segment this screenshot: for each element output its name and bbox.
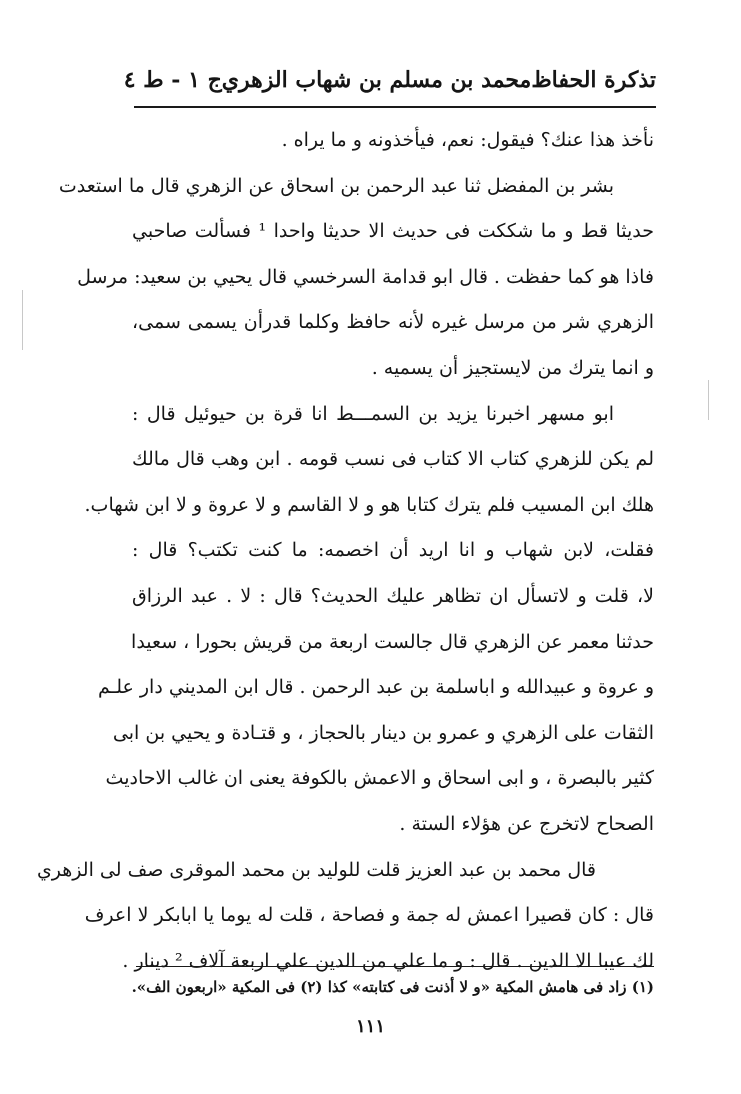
text-line: لا، قلت و لاتسأل ان تظاهر عليك الحديث؟ قال : لا . عبد الرزاق <box>132 584 654 607</box>
text-line: قال : كان قصيرا اعمش له جمة و فصاحة ، قلت له يوما يا ابابكر لا اعرف <box>84 904 654 927</box>
text-line: نأخذ هذا عنك؟ فيقول: نعم، فيأخذونه و ما يراه . <box>281 129 654 151</box>
scan-artifact-line <box>708 380 709 420</box>
header-rule <box>134 106 656 108</box>
text-line: الزهري شر من مرسل غيره لأنه حافظ وكلما قدرأن يسمى سمى، <box>132 311 654 334</box>
entry-title: محمد بن مسلم بن شهاب الزهري <box>221 67 532 93</box>
text-line: حديثا قط و ما شككت فى حديث الا حديثا واحدا ¹ فسألت صاحبي <box>132 220 654 243</box>
main-text <box>36 118 654 984</box>
text-line: الثقات على الزهري و عمرو بن دينار بالحجاز ، و قتـادة و يحيي بن ابى <box>112 721 654 744</box>
text-line: لك عيبا الا الدين . قال : و ما علي من الدين علي اربعة آلاف ² دينار . <box>122 949 654 972</box>
text-line: كثير بالبصرة ، و ابى اسحاق و الاعمش بالكوفة يعنى ان غالب الاحاديث <box>105 767 654 790</box>
text-line: ابو مسهر اخبرنا يزيد بن السمـــط انا قرة بن حيوئيل قال : <box>132 402 614 425</box>
text-line: فقلت، لابن شهاب و انا اريد أن اخصمه: ما كنت تكتب؟ قال : <box>132 539 654 562</box>
text-line: الصحاح لاتخرج عن هؤلاء الستة . <box>399 812 654 835</box>
text-line: حدثنا معمر عن الزهري قال جالست اربعة من قريش بحورا ، سعيدا <box>131 630 654 653</box>
text-line: قال محمد بن عبد العزيز قلت للوليد بن محمد الموقرى صف لى الزهري <box>36 858 596 881</box>
text-line: بشر بن المفضل ثنا عبد الرحمن بن اسحاق عن الزهري قال ما استعدت <box>58 174 614 197</box>
volume-reference: ج ١ - ط ٤ <box>123 67 222 93</box>
book-title: تذكرة الحفاظ <box>531 67 656 93</box>
footnote-rule <box>136 966 654 967</box>
text-line: هلك ابن المسيب فلم يترك كتابا هو و لا القاسم و لا عروة و لا ابن شهاب. <box>84 493 654 516</box>
text-line: فاذا هو كما حفظت . قال ابو قدامة السرخسي قال يحيي بن سعيد: مرسل <box>77 265 654 288</box>
text-line: و انما يترك من لايستجيز أن يسميه . <box>371 356 654 379</box>
scan-artifact-line <box>22 290 23 350</box>
text-line: لم يكن للزهري كتاب الا كتاب فى نسب قومه . ابن وهب قال مالك <box>132 448 654 471</box>
running-header <box>123 58 656 102</box>
footnote: (١) زاد فى هامش المكية «و لا أذنت فى كتابته» كذا (٢) فى المكية «اربعون الف». <box>131 978 654 996</box>
text-line: و عروة و عبيدالله و اباسلمة بن عبد الرحمن . قال ابن المديني دار علـم <box>97 676 654 699</box>
page-number: ١١١ <box>355 1016 385 1037</box>
